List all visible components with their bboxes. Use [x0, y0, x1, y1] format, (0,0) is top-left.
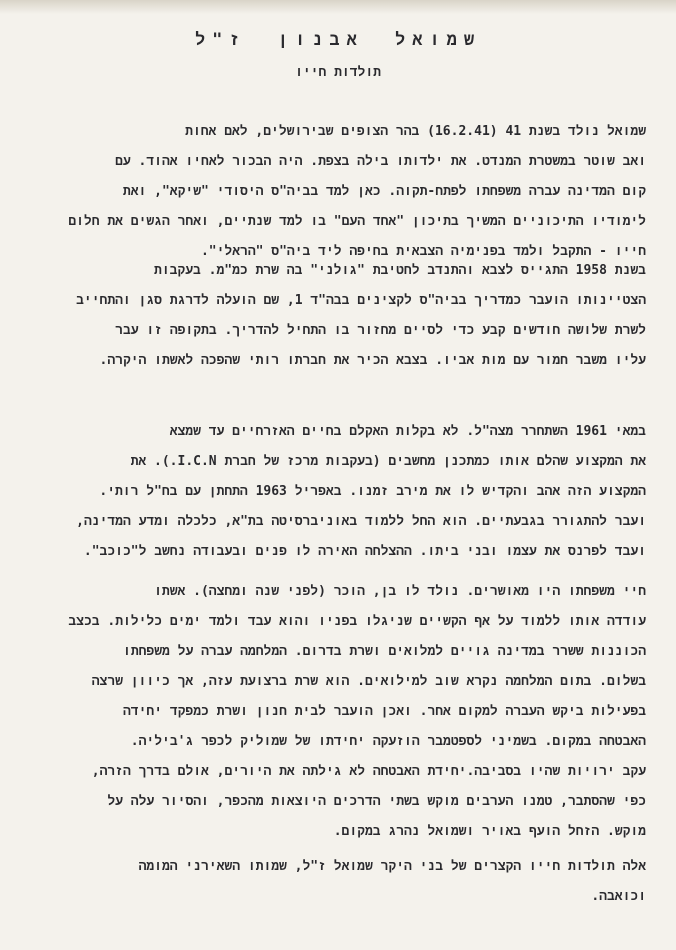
text-line: מוקש. הזחל הועף באויר ושמואל נהרג במקום.	[333, 824, 646, 839]
text-line: ועבד לפרנס את עצמו ובני ביתו. ההצלחה האירה לו פנים ובעבודה נחשב ל"כוכב".	[83, 544, 646, 559]
page-top-edge	[0, 0, 676, 14]
document-title: שמואל אבנון ז"ל	[194, 30, 482, 50]
text-line: עליו משבר חמור עם מות אביו. בצבא הכיר את חברתו רותי שהפכה לאשתו היקרה.	[99, 353, 646, 368]
text-line: אלה תולדות חייו הקצרים של בני היקר שמואל ז"ל, שמותו השאירני המומה	[138, 859, 646, 874]
document-subtitle: תולדות חייו	[295, 65, 381, 80]
text-line: האבטחה במקום. בשמיני לספטמבר הוזעקה יחידתו של שמוליק לכפר ג'ביליה.	[130, 734, 646, 749]
text-line: את המקצוע שהלם אותו כמתכנן מחשבים (בעקבות מרכז של חברת I.C.N.). את	[130, 454, 646, 469]
text-line: ואב שוטר במשטרת המנדט. את ילדותו בילה בצפת. היה הבכור לאחיו אהוד. עם	[115, 154, 646, 169]
text-line: המקצוע הזה אהב והקדיש לו את מירב זמנו. באפריל 1963 התחתן עם בח"ל רותי.	[99, 484, 646, 499]
text-line: בפעילות ביקש העברה למקום אחר. ואכן הועבר לבית חנון ושרת כמפקד יחידה	[123, 704, 646, 719]
text-line: עקב ירויות שהיו בסביבה.יחידת האבטחה לא גילתה את היורים, אולם בדרך הזרה,	[91, 764, 646, 779]
text-line: וכואבה.	[591, 889, 646, 904]
text-line: חייו - התקבל ולמד בפנימיה הצבאית בחיפה ליד ביה"ס "הראלי".	[200, 244, 646, 259]
paragraph-3	[30, 417, 646, 567]
text-line: בשלום. בתום המלחמה נקרא שוב למילואים. הוא שרת ברצועת עזה, אך כיוון שרצה	[91, 674, 646, 689]
text-line: הצטיינותו הועבר כמדריך בביה"ס לקצינים בבה"ד 1, שם הועלה לדרגת סגן והתחייב	[76, 293, 646, 308]
text-line: ועבר להתגורר בגבעתיים. הוא החל ללמוד באוניברסיטה בת"א, כלכלה ומדע המדינה,	[76, 514, 646, 529]
text-line: במאי 1961 השתחרר מצה"ל. לא בקלות האקלם בחיים האזרחיים עד שמצא	[169, 424, 646, 439]
text-line: הכוננות ששרר במדינה גויים למלואים ושרת בדרום. המלחמה עברה על משפחתו	[123, 644, 646, 659]
text-line: בשנת 1958 התגייס לצבא והתנדב לחטיבת "גולני" בה שרת כמ"מ. בעקבות	[154, 263, 646, 278]
text-line: לימודיו התיכוניים המשיך בתיכון "אחד העם" בו למד שנתיים, ואחר הגשים את חלום	[68, 214, 646, 229]
text-line: עודדה אותו ללמוד על אף הקשיים שניגלו בפניו והוא עבד ולמד ימים כלילות. בכצב	[68, 614, 646, 629]
text-line: לשרת שלושה חודשים קבע כדי לסיים מחזור בו התחיל להדריך. בתקופה זו עבר	[115, 323, 646, 338]
paragraph-2	[30, 256, 646, 376]
text-line: שמואל נולד בשנת 41 (16.2.41) בהר הצופים שבירושלים, לאם אחות	[185, 124, 646, 139]
paragraph-1	[30, 117, 646, 267]
paragraph-4	[30, 577, 646, 847]
paragraph-5	[30, 852, 646, 912]
text-line: חיי משפחתו היו מאושרים. נולד לו בן, הוכר (לפני שנה ומחצה). אשתו	[154, 584, 646, 599]
text-line: כפי שהסתבר, טמנו הערבים מוקש בשתי הדרכים היוצאות מהכפר, והסיור עלה על	[107, 794, 646, 809]
text-line: קום המדינה עברה משפחתו לפתח-תקוה. כאן למד בביה"ס היסודי "שיקא", ואת	[122, 184, 646, 199]
